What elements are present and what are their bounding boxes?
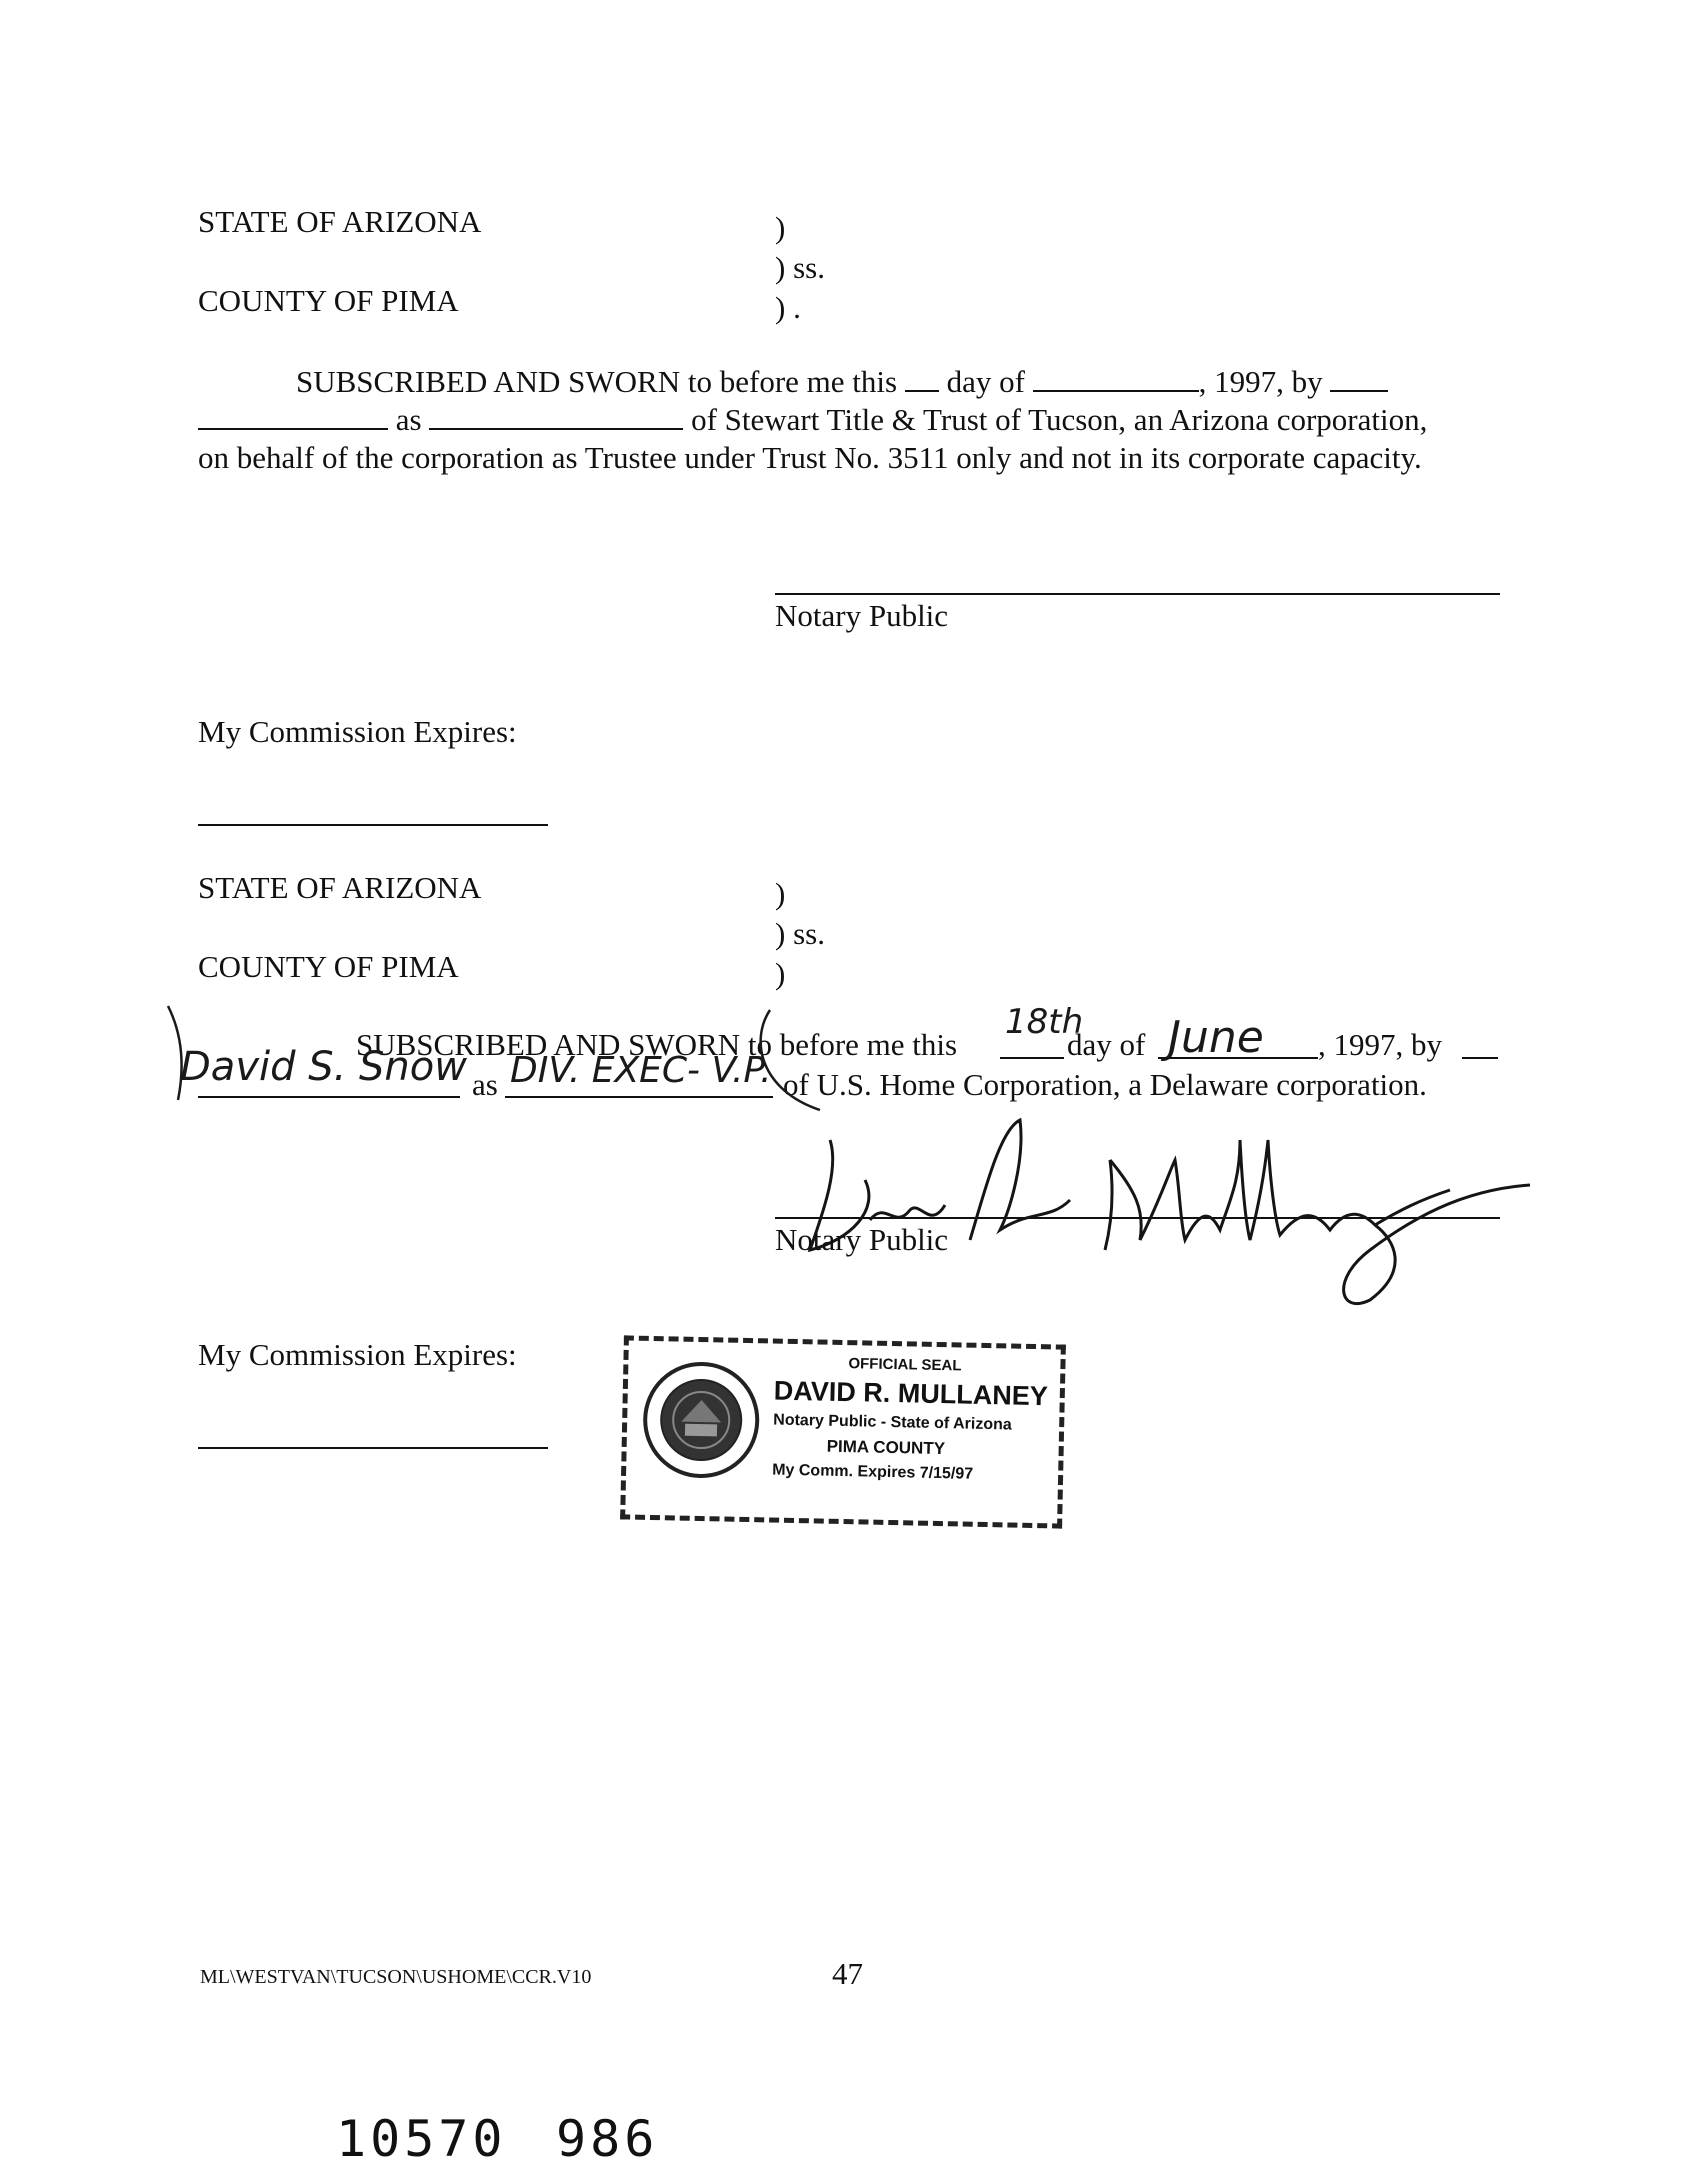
- corporation-text-1: of Stewart Title & Trust of Tucson, an Arizona corporation,: [691, 402, 1428, 437]
- notary-label-2: Notary Public: [775, 1222, 949, 1257]
- record-number-b: 986: [556, 2110, 659, 2168]
- day-handwritten-2: 18th: [1005, 1002, 1084, 1042]
- month-blank-2: [1158, 1057, 1318, 1059]
- corporation-text-2: of U.S. Home Corporation, a Delaware corporation.: [783, 1067, 1427, 1102]
- by-blank-1: [1330, 364, 1388, 392]
- county-label-1: COUNTY OF PIMA: [198, 283, 459, 318]
- seal-official: OFFICIAL SEAL: [848, 1355, 962, 1375]
- notary-seal-stamp: [620, 1335, 1066, 1528]
- paren-2a: ): [775, 876, 786, 911]
- subscribed-text-2: SUBSCRIBED AND SWORN to before me this: [356, 1027, 958, 1062]
- footer-file-path: ML\WESTVAN\TUCSON\USHOME\CCR.V10: [200, 1966, 592, 1988]
- day-of-text-1: day of: [946, 364, 1025, 399]
- notary-signature: [770, 1100, 1570, 1320]
- paren-1a: ): [775, 210, 786, 245]
- record-number-a: 10570: [336, 2110, 507, 2168]
- notary-signature-line-1: [775, 593, 1500, 595]
- by-blank-2: [1462, 1057, 1498, 1059]
- commission-label-2: My Commission Expires:: [198, 1337, 517, 1372]
- as-text-2: as: [472, 1067, 498, 1102]
- year-by-text-1: , 1997, by: [1198, 364, 1323, 399]
- as-line-1: [198, 402, 1427, 438]
- paren-1c: ) .: [775, 290, 801, 325]
- subscribed-text-1: SUBSCRIBED AND SWORN to before me this: [296, 364, 898, 399]
- name-blank-1: [198, 402, 388, 430]
- title-blank-1: [429, 402, 683, 430]
- county-label-2: COUNTY OF PIMA: [198, 949, 459, 984]
- day-blank-1: [905, 364, 939, 392]
- title-handwritten-2: DIV. EXEC- V.P.: [510, 1050, 772, 1091]
- trustee-line-1: on behalf of the corporation as Trustee under Trust No. 3511 only and not in its corporate capacity.: [198, 440, 1422, 475]
- ss-label-1: ) ss.: [775, 250, 825, 285]
- seal-name: DAVID R. MULLANEY: [773, 1375, 1049, 1412]
- state-label-1: STATE OF ARIZONA: [198, 204, 482, 239]
- as-text-1: as: [395, 402, 422, 437]
- name-handwritten-2: David S. Snow: [180, 1044, 467, 1090]
- state-label-2: STATE OF ARIZONA: [198, 870, 482, 905]
- day-of-text-2: day of: [1067, 1027, 1146, 1062]
- ss-label-2: ) ss.: [775, 916, 825, 951]
- commission-date-line-1: [198, 824, 548, 826]
- commission-label-1: My Commission Expires:: [198, 714, 517, 749]
- seal-expires: My Comm. Expires 7/15/97: [772, 1461, 974, 1483]
- page-number: 47: [832, 1956, 863, 1991]
- arizona-seal-icon: [640, 1359, 762, 1481]
- seal-county: PIMA COUNTY: [826, 1436, 946, 1459]
- month-handwritten-2: June: [1168, 1012, 1264, 1063]
- year-by-text-2: , 1997, by: [1318, 1027, 1442, 1062]
- seal-title: Notary Public - State of Arizona: [773, 1411, 1012, 1434]
- month-blank-1: [1033, 364, 1199, 392]
- notary-label-1: Notary Public: [775, 598, 949, 633]
- commission-date-line-2: [198, 1447, 548, 1449]
- paren-2c: ): [775, 956, 786, 991]
- subscribed-line-1: [296, 364, 1388, 400]
